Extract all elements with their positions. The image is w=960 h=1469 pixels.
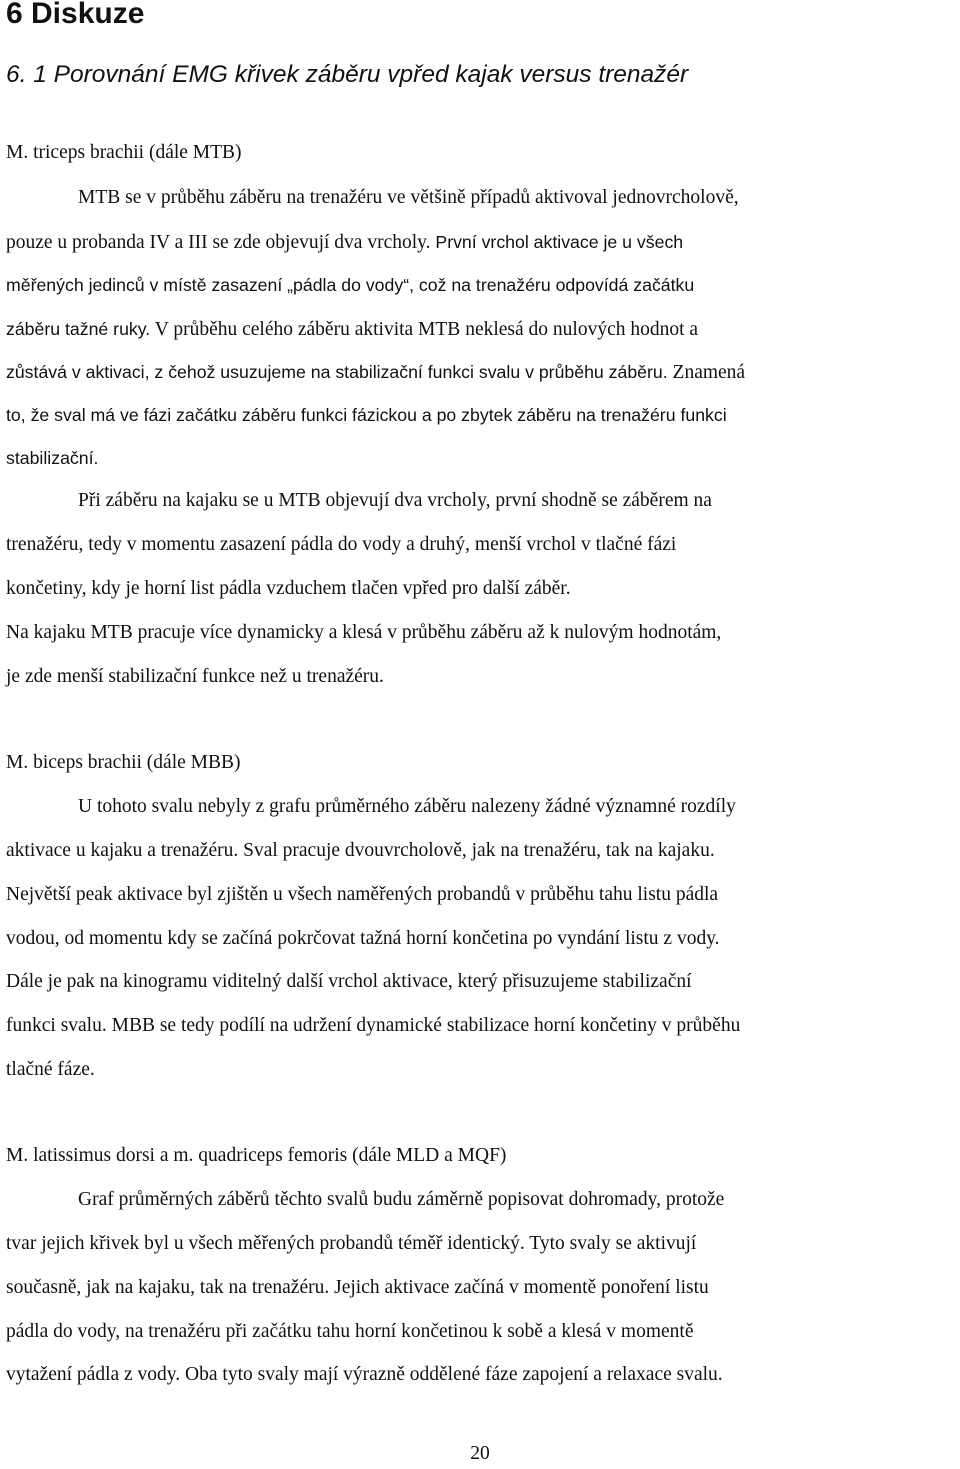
paragraph-line: vodou, od momentu kdy se začíná pokrčovat tažná horní končetina po vyndání listu z vody.	[6, 928, 720, 949]
text-run: pouze u probanda IV a III se zde objevují dva vrcholy.	[6, 232, 431, 253]
paragraph-line: aktivace u kajaku a trenažéru. Sval pracuje dvouvrcholově, jak na trenažéru, tak na kajaku.	[6, 840, 715, 861]
paragraph-line: současně, jak na kajaku, tak na trenažéru. Jejich aktivace začíná v momentě ponoření listu	[6, 1277, 709, 1298]
mld-heading: M. latissimus dorsi a m. quadriceps femoris (dále MLD a MQF)	[6, 1145, 507, 1166]
paragraph-line: MTB se v průběhu záběru na trenažéru ve většině případů aktivoval jednovrcholově,	[78, 187, 739, 208]
paragraph-line: Graf průměrných záběrů těchto svalů budu záměrně popisovat dohromady, protože	[78, 1189, 725, 1210]
section-title: 6. 1 Porovnání EMG křivek záběru vpřed kajak versus trenažér	[6, 61, 689, 88]
paragraph-line: tvar jejich křivek byl u všech měřených probandů téměř identický. Tyto svaly se aktivují	[6, 1233, 697, 1254]
text-run: zůstává v aktivaci, z čehož usuzujeme na stabilizační funkci svalu v průběhu záběru.	[6, 362, 668, 382]
paragraph-line	[6, 357, 745, 387]
text-run: záběru tažné ruky.	[6, 319, 151, 339]
paragraph-line: Při záběru na kajaku se u MTB objevují dva vrcholy, první shodně se záběrem na	[78, 490, 712, 511]
mbb-heading: M. biceps brachii (dále MBB)	[6, 752, 241, 773]
paragraph-line: je zde menší stabilizační funkce než u trenažéru.	[6, 666, 384, 687]
paragraph-line: Dále je pak na kinogramu viditelný další vrchol aktivace, který přisuzujeme stabilizační	[6, 971, 692, 992]
paragraph-line: tlačné fáze.	[6, 1059, 95, 1080]
paragraph-line: končetiny, kdy je horní list pádla vzduchem tlačen vpřed pro další záběr.	[6, 578, 571, 599]
paragraph-line: Největší peak aktivace byl zjištěn u všech naměřených probandů v průběhu tahu listu pádla	[6, 884, 719, 905]
text-run: Znamená	[672, 362, 746, 383]
paragraph-line	[6, 314, 698, 344]
paragraph-line	[6, 227, 683, 257]
page-number: 20	[470, 1443, 490, 1464]
mtb-heading: M. triceps brachii (dále MTB)	[6, 142, 242, 163]
text-run: V průběhu celého záběru aktivita MTB neklesá do nulových hodnot a	[154, 319, 699, 340]
text-run: První vrchol aktivace je u všech	[435, 232, 684, 252]
paragraph-line: Na kajaku MTB pracuje více dynamicky a klesá v průběhu záběru až k nulovým hodnotám,	[6, 622, 722, 643]
paragraph-line: trenažéru, tedy v momentu zasazení pádla do vody a druhý, menší vrchol v tlačné fázi	[6, 534, 677, 555]
paragraph-line: U tohoto svalu nebyly z grafu průměrného záběru nalezeny žádné významné rozdíly	[78, 796, 736, 817]
paragraph-line: funkci svalu. MBB se tedy podílí na udržení dynamické stabilizace horní končetiny v průběhu	[6, 1015, 741, 1036]
paragraph-line: stabilizační.	[6, 448, 99, 468]
paragraph-line: vytažení pádla z vody. Oba tyto svaly mají výrazně oddělené fáze zapojení a relaxace svalu.	[6, 1364, 723, 1385]
paragraph-line: to, že sval má ve fázi začátku záběru funkci fázickou a po zbytek záběru na trenažéru funkci	[6, 405, 727, 425]
paragraph-line: pádla do vody, na trenažéru při začátku tahu horní končetinou k sobě a klesá v momentě	[6, 1321, 694, 1342]
paragraph-line: měřených jedinců v místě zasazení „pádla do vody“, což na trenažéru odpovídá začátku	[6, 275, 695, 295]
chapter-title: 6 Diskuze	[6, 0, 145, 30]
